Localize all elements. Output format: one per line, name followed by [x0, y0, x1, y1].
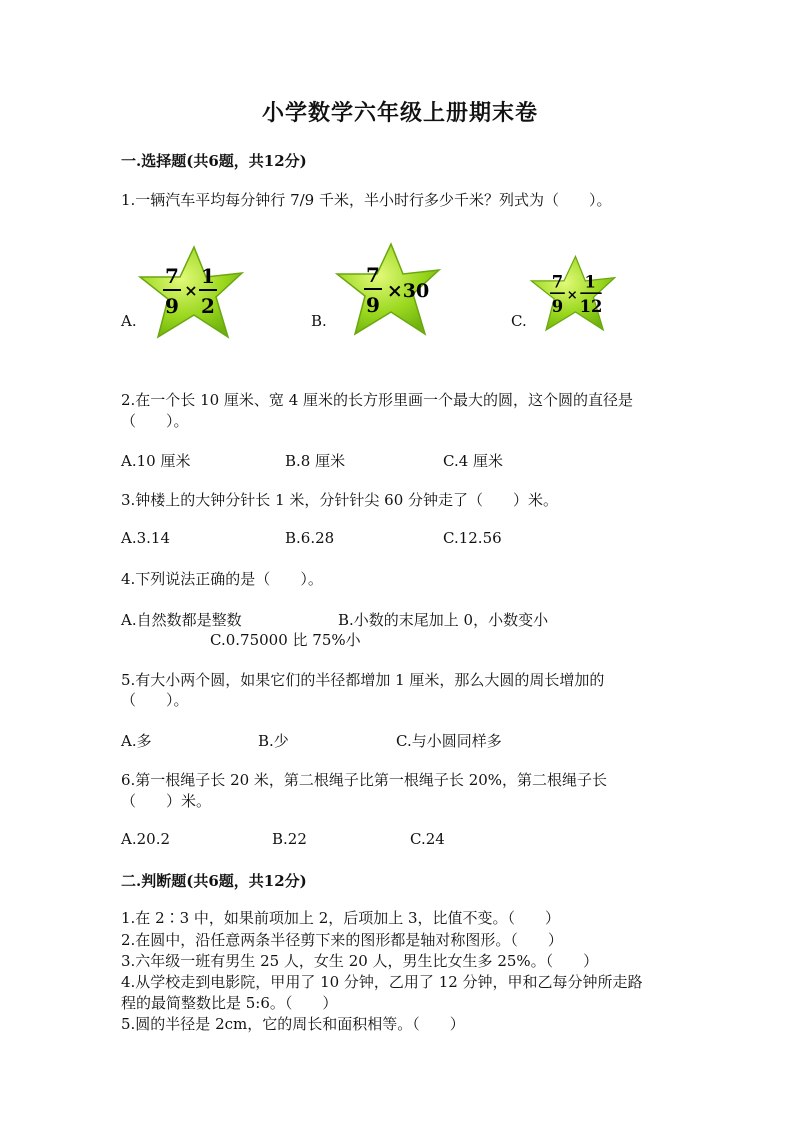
q3-option-b[interactable]: B.6.28 — [285, 529, 335, 547]
q1-option-b-star[interactable] — [333, 240, 443, 340]
b-op: ×30 — [386, 280, 430, 302]
q1-option-c-label[interactable]: C. — [511, 312, 527, 330]
q6-option-b[interactable]: B.22 — [272, 830, 307, 848]
page-title: 小学数学六年级上册期末卷 — [261, 100, 538, 126]
q4-option-a[interactable]: A.自然数都是整数 — [121, 611, 242, 629]
section-heading-choice: 一.选择题(共6题，共12分) — [121, 152, 307, 170]
a-den2: 2 — [201, 294, 215, 318]
q1-option-a-star[interactable] — [136, 243, 246, 343]
q5-option-b[interactable]: B.少 — [258, 732, 289, 750]
section-heading-judgment: 二.判断题(共6题，共12分) — [121, 872, 307, 890]
b-den: 9 — [366, 293, 380, 317]
c-num: 7 — [551, 272, 564, 292]
question-1-text: 1.一辆汽车平均每分钟行 7/9 千米，半小时行多少千米？列式为（ ）。 — [121, 191, 612, 209]
c-op: × — [566, 287, 578, 303]
q1-option-a-label[interactable]: A. — [121, 312, 137, 330]
a-num2: 1 — [201, 264, 215, 288]
question-6-line-1: 6.第一根绳子长 20 米，第二根绳子比第一根绳子长 20%，第二根绳子长 — [121, 771, 608, 789]
star-c-svg — [528, 252, 618, 336]
c-den2: 12 — [579, 297, 603, 316]
c-num2: 1 — [584, 272, 596, 292]
q5-option-c[interactable]: C.与小圆同样多 — [396, 732, 502, 750]
star-a-svg — [136, 243, 246, 343]
judgment-item: 4.从学校走到电影院，甲用了 10 分钟，乙用了 12 分钟，甲和乙每分钟所走路 — [121, 973, 643, 991]
a-op: × — [184, 281, 198, 300]
q2-option-b[interactable]: B.8 厘米 — [285, 452, 346, 470]
a-den: 9 — [165, 294, 179, 318]
q5-option-a[interactable]: A.多 — [121, 732, 152, 750]
question-6-line-2: （ ）米。 — [121, 792, 212, 810]
question-5-line-1: 5.有大小两个圆，如果它们的半径都增加 1 厘米，那么大圆的周长增加的 — [121, 671, 605, 689]
question-5-line-2: （ ）。 — [121, 691, 189, 709]
q3-option-c[interactable]: C.12.56 — [443, 529, 502, 547]
a-num: 7 — [165, 264, 179, 288]
b-num: 7 — [366, 263, 380, 287]
question-2-line-2: （ ）。 — [121, 412, 189, 430]
judgment-item: 2.在圆中，沿任意两条半径剪下来的图形都是轴对称图形。（ ） — [121, 931, 563, 949]
judgment-item: 3.六年级一班有男生 25 人，女生 20 人，男生比女生多 25%。（ ） — [121, 952, 599, 970]
judgment-item: 5.圆的半径是 2cm，它的周长和面积相等。（ ） — [121, 1015, 465, 1033]
star-b-svg — [333, 240, 443, 340]
q2-option-c[interactable]: C.4 厘米 — [443, 452, 504, 470]
q4-option-c[interactable]: C.0.75000 比 75%小 — [210, 631, 361, 649]
q3-option-a[interactable]: A.3.14 — [121, 529, 170, 547]
q1-option-b-label[interactable]: B. — [311, 312, 327, 330]
question-2-line-1: 2.在一个长 10 厘米、宽 4 厘米的长方形里画一个最大的圆，这个圆的直径是 — [121, 391, 634, 409]
question-4-text: 4.下列说法正确的是（ ）。 — [121, 570, 323, 588]
q1-option-c-star[interactable] — [528, 252, 618, 336]
q6-option-c[interactable]: C.24 — [410, 830, 445, 848]
judgment-item: 1.在 2∶3 中，如果前项加上 2，后项加上 3，比值不变。（ ） — [121, 909, 561, 927]
judgment-item-continued: 程的最简整数比是 5:6。（ ） — [121, 994, 338, 1012]
c-den: 9 — [551, 297, 564, 316]
q6-option-a[interactable]: A.20.2 — [121, 830, 170, 848]
question-3-text: 3.钟楼上的大钟分针长 1 米，分针针尖 60 分钟走了（ ）米。 — [121, 491, 559, 509]
q2-option-a[interactable]: A.10 厘米 — [121, 452, 191, 470]
q4-option-b[interactable]: B.小数的末尾加上 0，小数变小 — [338, 611, 549, 629]
